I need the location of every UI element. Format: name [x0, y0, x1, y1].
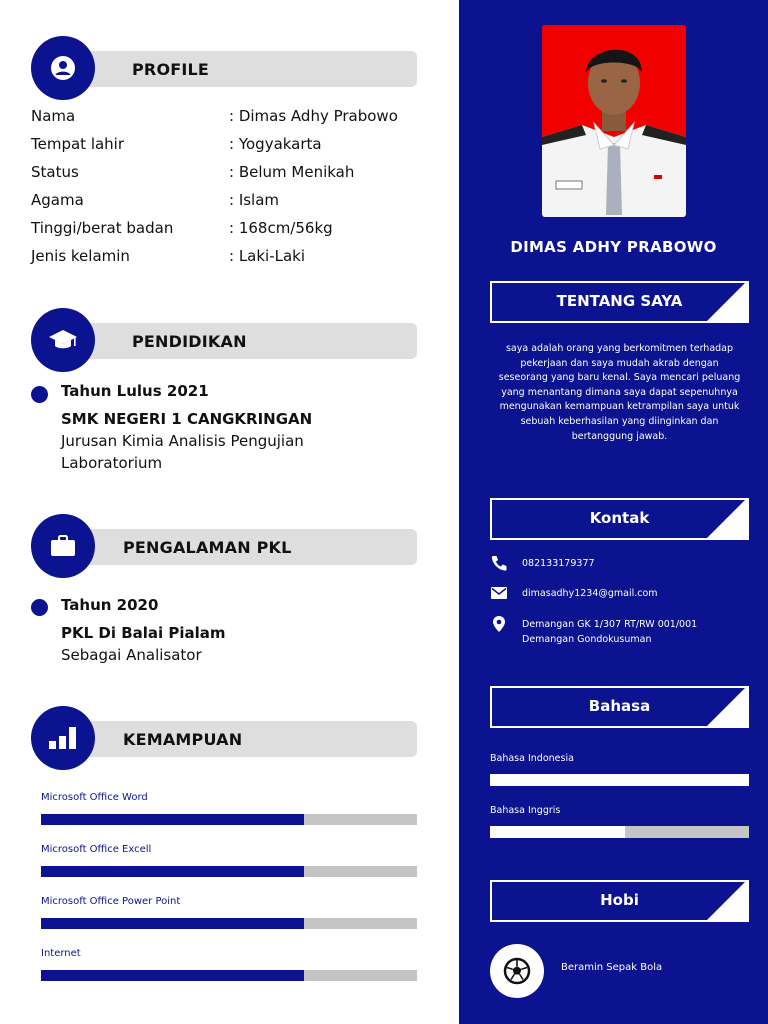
profile-icon-circle — [31, 36, 95, 100]
profile-value: : Yogyakarta — [229, 135, 322, 153]
education-major-line2: Laboratorium — [61, 454, 163, 472]
graduation-cap-icon — [48, 328, 78, 352]
skill-bar-fill — [41, 866, 304, 877]
skill-label: Microsoft Office Power Point — [41, 896, 181, 907]
profile-value: : Dimas Adhy Prabowo — [229, 107, 398, 125]
profile-label: Status — [31, 163, 79, 181]
profile-header-bar — [61, 51, 417, 87]
skill-bar-internet — [41, 970, 417, 981]
experience-place: PKL Di Balai Pialam — [61, 624, 226, 642]
language-label: Bahasa Inggris — [490, 805, 561, 816]
profile-value: : 168cm/56kg — [229, 219, 333, 237]
person-photo-illustration — [542, 25, 686, 217]
profile-value: : Laki-Laki — [229, 247, 306, 265]
skill-bar-fill — [41, 918, 304, 929]
experience-role: Sebagai Analisator — [61, 646, 202, 664]
language-bar-indonesia — [490, 774, 749, 786]
about-title: TENTANG SAYA — [556, 292, 683, 310]
experience-title: PENGALAMAN PKL — [123, 538, 292, 557]
education-icon-circle — [31, 308, 95, 372]
address-line1: Demangan GK 1/307 RT/RW 001/001 — [522, 619, 698, 630]
profile-value: : Belum Menikah — [229, 163, 355, 181]
sidebar — [459, 0, 768, 1024]
envelope-icon — [490, 584, 508, 602]
experience-year: Tahun 2020 — [61, 596, 159, 614]
language-title: Bahasa — [588, 697, 651, 715]
language-bar-fill — [490, 826, 625, 838]
profile-label: Tempat lahir — [31, 135, 125, 153]
contact-section-header — [490, 498, 749, 540]
skill-label: Internet — [41, 948, 81, 959]
soccer-ball-icon — [503, 957, 531, 985]
contact-title: Kontak — [589, 509, 650, 527]
experience-bullet — [31, 599, 48, 616]
language-bar-english — [490, 826, 749, 838]
education-title: PENDIDIKAN — [132, 332, 247, 351]
skill-label: Microsoft Office Word — [41, 792, 148, 803]
full-name: DIMAS ADHY PRABOWO — [510, 238, 717, 256]
phone-icon — [490, 554, 508, 572]
skill-bar-excel — [41, 866, 417, 877]
hobby-section-header — [490, 880, 749, 922]
language-section-header — [490, 686, 749, 728]
hobby-title: Hobi — [600, 891, 639, 909]
skill-bar-word — [41, 814, 417, 825]
profile-value: : Islam — [229, 191, 280, 209]
bar-chart-icon — [48, 725, 78, 751]
profile-title: PROFILE — [132, 60, 210, 79]
briefcase-icon — [50, 534, 76, 558]
education-major-line1: Jurusan Kimia Analisis Pengujian — [61, 432, 304, 450]
about-text: saya adalah orang yang berkomitmen terhadap pekerjaan dan saya mudah akrab dengan seseorang yang baru kenal. Saya mencari peluang yang menantang dimana saya dapat sepenuhnya mengunakan kemampuan ketrampilan saya untuk sebuah keberhasilan yang diinginkan dan bertanggung jawab. — [498, 343, 741, 442]
email-address: dimasadhy1234@gmail.com — [522, 588, 658, 599]
skills-icon-circle — [31, 706, 95, 770]
profile-label: Nama — [31, 107, 76, 125]
address-line2: Demangan Gondokusuman — [522, 634, 652, 645]
skills-section-header — [31, 706, 417, 770]
user-circle-icon — [50, 55, 76, 81]
skill-bar-fill — [41, 814, 304, 825]
profile-photo — [542, 25, 686, 217]
experience-icon-circle — [31, 514, 95, 578]
education-bullet — [31, 386, 48, 403]
language-bar-fill — [490, 774, 749, 786]
experience-section-header — [31, 514, 417, 578]
hobby-icon-circle — [490, 944, 544, 998]
hobby-text: Beramin Sepak Bola — [561, 962, 663, 973]
education-section-header — [31, 308, 417, 372]
education-school: SMK NEGERI 1 CANGKRINGAN — [61, 410, 313, 428]
education-year: Tahun Lulus 2021 — [61, 382, 209, 400]
skills-title: KEMAMPUAN — [123, 730, 243, 749]
skill-label: Microsoft Office Excell — [41, 844, 152, 855]
profile-section-header — [31, 36, 417, 100]
profile-label: Tinggi/berat badan — [31, 219, 174, 237]
about-section-header — [490, 281, 749, 323]
map-pin-icon — [490, 615, 508, 633]
profile-label: Jenis kelamin — [31, 247, 130, 265]
profile-label: Agama — [31, 191, 84, 209]
language-label: Bahasa Indonesia — [490, 753, 574, 764]
skill-bar-fill — [41, 970, 304, 981]
skill-bar-powerpoint — [41, 918, 417, 929]
phone-number: 082133179377 — [522, 558, 595, 569]
